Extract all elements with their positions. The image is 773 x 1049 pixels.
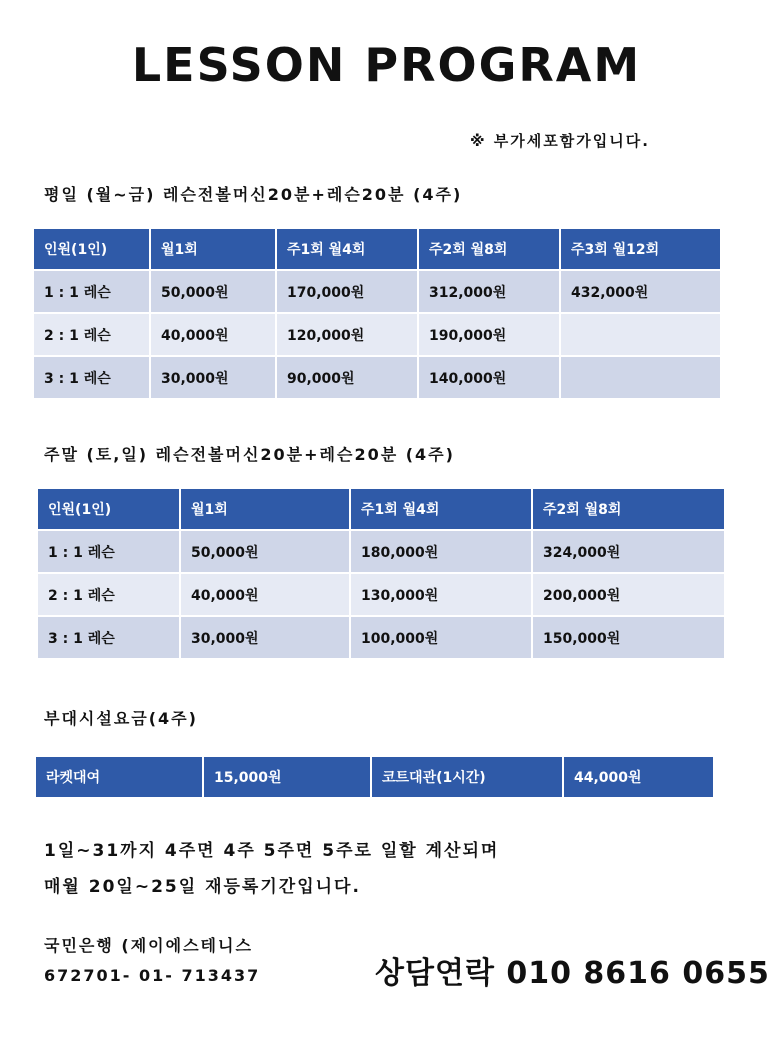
contact-phone: 상담연락 010 8616 0655 — [375, 956, 770, 991]
weekend-price-table — [38, 489, 724, 658]
table-cell: 120,000원 — [276, 313, 418, 356]
weekday-heading: 평일 (월~금) 레슨전볼머신20분+레슨20분 (4주) — [44, 185, 463, 204]
table-row — [38, 573, 724, 616]
table-cell: 30,000원 — [180, 616, 350, 658]
table-cell: 170,000원 — [276, 270, 418, 313]
column-header: 주1회 월4회 — [350, 489, 532, 530]
bank-account: 672701- 01- 713437 — [44, 966, 261, 985]
facility-heading: 부대시설요금(4주) — [44, 709, 198, 728]
table-header-row — [38, 489, 724, 530]
weekday-price-table — [34, 229, 720, 398]
table-cell: 50,000원 — [150, 270, 276, 313]
racket-rental-label: 라켓대여 — [36, 757, 204, 797]
table-cell: 180,000원 — [350, 530, 532, 573]
weekend-heading: 주말 (토,일) 레슨전볼머신20분+레슨20분 (4주) — [44, 445, 455, 464]
table-header-row — [34, 229, 720, 270]
billing-note: 1일~31까지 4주면 4주 5주면 5주로 일할 계산되며 — [44, 841, 500, 861]
racket-rental-price: 15,000원 — [204, 757, 372, 797]
column-header: 주2회 월8회 — [418, 229, 560, 270]
table-row — [38, 530, 724, 573]
column-header: 주2회 월8회 — [532, 489, 724, 530]
table-cell: 40,000원 — [180, 573, 350, 616]
page-title: LESSON PROGRAM — [131, 38, 642, 92]
table-cell: 40,000원 — [150, 313, 276, 356]
table-row — [38, 616, 724, 658]
vat-note: ※ 부가세포함가입니다. — [470, 132, 650, 150]
table-cell — [560, 313, 720, 356]
table-cell: 130,000원 — [350, 573, 532, 616]
table-row — [34, 313, 720, 356]
column-header: 주1회 월4회 — [276, 229, 418, 270]
table-cell: 100,000원 — [350, 616, 532, 658]
court-rental-price: 44,000원 — [574, 770, 642, 786]
column-header: 인원(1인) — [38, 489, 180, 530]
table-cell: 324,000원 — [532, 530, 724, 573]
reregistration-note: 매월 20일~25일 재등록기간입니다. — [44, 877, 361, 897]
table-cell: 2 : 1 레슨 — [34, 313, 150, 356]
table-cell: 432,000원 — [560, 270, 720, 313]
table-row — [34, 356, 720, 398]
table-cell: 200,000원 — [532, 573, 724, 616]
table-cell: 1 : 1 레슨 — [38, 530, 180, 573]
table-cell: 1 : 1 레슨 — [34, 270, 150, 313]
table-row — [34, 270, 720, 313]
table-cell: 30,000원 — [150, 356, 276, 398]
table-cell: 50,000원 — [180, 530, 350, 573]
table-cell: 3 : 1 레슨 — [38, 616, 180, 658]
table-cell: 3 : 1 레슨 — [34, 356, 150, 398]
column-header: 월1회 — [150, 229, 276, 270]
table-cell: 150,000원 — [532, 616, 724, 658]
bank-name: 국민은행 (제이에스테니스 — [44, 936, 253, 955]
table-cell: 90,000원 — [276, 356, 418, 398]
table-cell: 312,000원 — [418, 270, 560, 313]
court-rental-label: 코트대관(1시간) — [372, 757, 564, 797]
column-header: 인원(1인) — [34, 229, 150, 270]
column-header: 월1회 — [180, 489, 350, 530]
table-cell: 2 : 1 레슨 — [38, 573, 180, 616]
column-header: 주3회 월12회 — [560, 229, 720, 270]
facility-price-bar — [36, 757, 713, 797]
table-cell — [560, 356, 720, 398]
table-cell: 190,000원 — [418, 313, 560, 356]
table-cell: 140,000원 — [418, 356, 560, 398]
